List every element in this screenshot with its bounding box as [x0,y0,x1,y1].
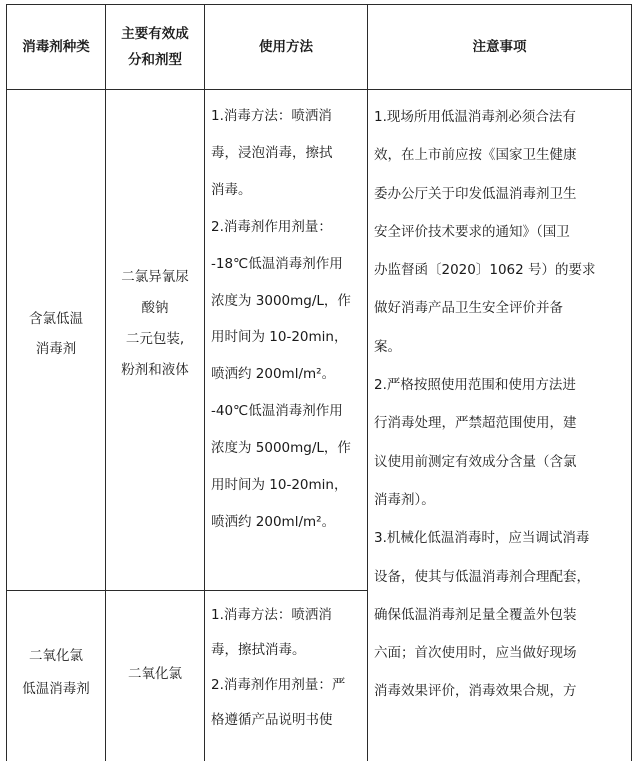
row2-ingredient-line-1: 二氧化氯 [128,665,182,682]
row1-usage-line: 浓度为 5000mg/L，作 [211,440,351,457]
row1-type-cell [7,304,105,364]
precaution-line: 议使用前测定有效成分含量（含氯 [374,453,577,470]
row2-usage-cell [211,598,363,738]
precaution-line: 3.机械化低温消毒时，应当调试消毒 [374,530,590,547]
header-notes-line-1: 注意事项 [472,39,527,55]
row2-type-cell [7,643,105,703]
precautions-cell [374,98,628,711]
row1-usage-line: 1.消毒方法：喷洒消 [211,108,332,124]
row1-usage-line: -18℃低温消毒剂作用 [211,255,343,272]
row1-ingredient-line-1: 二氯异氰尿 [121,269,189,285]
precaution-line: 效，在上市前应按《国家卫生健康 [374,147,577,164]
precaution-line: 1.现场所用低温消毒剂必须合法有 [374,109,576,125]
row-divider-left [6,590,368,591]
precaution-line: 行消毒处理，严禁超范围使用，建 [374,415,577,432]
row2-type-line-1: 二氧化氯 [29,648,83,664]
row1-type-line-2: 消毒剂 [35,341,77,357]
header-ingredient-line-2: 分和剂型 [128,52,182,68]
header-active-ingredient [106,5,204,89]
header-type-line-1: 消毒剂种类 [22,39,90,55]
col-divider-2 [204,4,205,761]
row2-ingredient-cell [106,660,204,688]
row1-usage-line: 用时间为 10-20min， [211,329,348,346]
row2-usage-line: 毒，擦拭消毒。 [211,642,306,658]
precaution-line: 2.严格按照使用范围和使用方法进 [374,377,576,394]
row2-usage-line: 1.消毒方法：喷洒消 [211,607,332,623]
row1-usage-line: 2.消毒剂作用剂量： [211,218,332,235]
col-divider-3 [367,4,368,761]
header-precautions [368,5,631,89]
header-ingredient-line-1: 主要有效成 [121,26,189,42]
row2-usage-line: 2.消毒剂作用剂量：严 [211,677,346,693]
row1-ingredient-line-4: 粉剂和液体 [121,362,189,378]
header-usage-method [205,5,367,89]
row1-usage-line: 喷洒约 200ml/m²。 [211,366,336,383]
row1-usage-line: -40℃低温消毒剂作用 [211,403,343,420]
row1-usage-line: 毒，浸泡消毒，擦拭 [211,144,333,161]
row1-ingredient-line-2: 酸钠 [141,300,169,316]
precaution-line: 办监督函〔2020〕1062 号）的要求 [374,262,596,279]
header-usage-line-1: 使用方法 [259,39,313,55]
row1-usage-line: 浓度为 3000mg/L，作 [211,292,351,309]
table-border-right [631,4,632,761]
row1-usage-line: 喷洒约 200ml/m²。 [211,513,336,530]
precaution-line: 消毒剂）。 [374,491,435,508]
header-divider [6,89,632,90]
precaution-line: 确保低温消毒剂足量全覆盖外包装 [374,606,577,623]
precaution-line: 设备，使其与低温消毒剂合理配套， [374,568,590,585]
precaution-line: 安全评价技术要求的通知》（国卫 [374,223,570,240]
precaution-line: 委办公厅关于印发低温消毒剂卫生 [374,185,577,202]
precaution-line: 做好消毒产品卫生安全评价并备 [374,300,563,317]
row1-usage-line: 用时间为 10-20min， [211,477,348,494]
row1-usage-line: 消毒。 [211,181,252,198]
row2-type-line-2: 低温消毒剂 [22,681,90,697]
precaution-line: 六面；首次使用时，应当做好现场 [374,645,577,662]
row2-usage-line: 格遵循产品说明书使 [211,712,333,728]
row1-ingredient-cell [106,262,204,386]
row1-type-line-1: 含氯低温 [29,311,83,327]
row1-ingredient-line-3: 二元包装, [125,331,185,347]
header-disinfectant-type [7,5,105,89]
precaution-line: 消毒效果评价，消毒效果合规，方 [374,683,577,700]
row1-usage-cell [211,98,363,541]
precaution-line: 案。 [374,338,401,355]
